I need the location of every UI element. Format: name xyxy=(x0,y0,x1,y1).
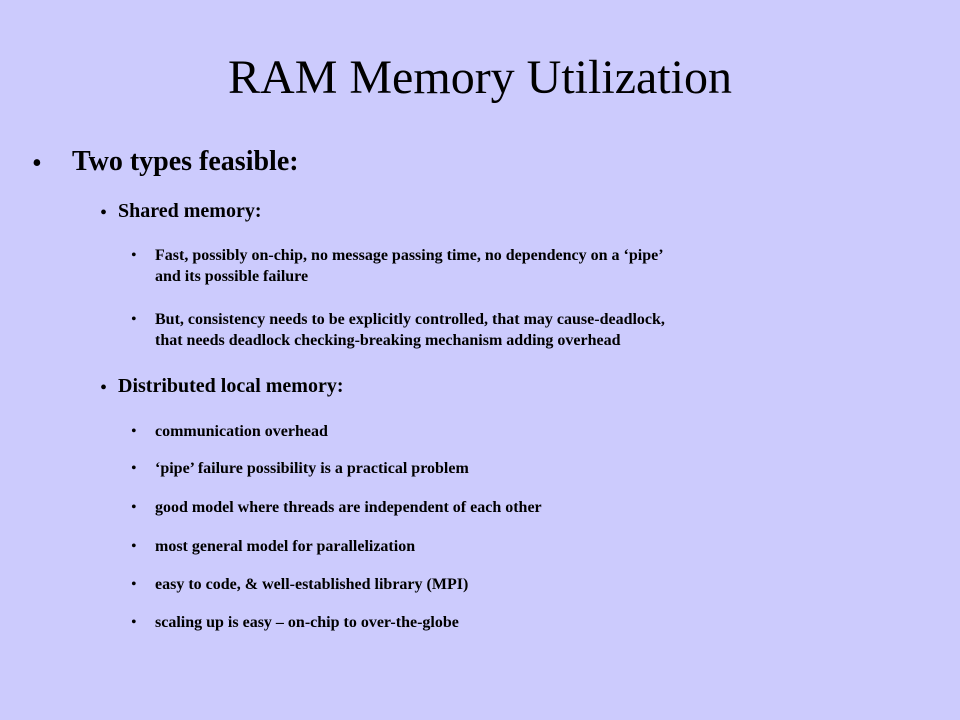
bullet-icon: • xyxy=(131,614,137,631)
section-heading-distributed-memory: Distributed local memory: xyxy=(118,375,344,397)
bullet-icon: • xyxy=(32,148,42,179)
bullet-icon: • xyxy=(131,247,137,264)
list-item: communication overhead xyxy=(155,423,328,440)
list-item-line: that needs deadlock checking-breaking mechanism adding overhead xyxy=(155,332,621,349)
list-item xyxy=(155,245,664,287)
section-heading-shared-memory: Shared memory: xyxy=(118,200,262,222)
list-item: easy to code, & well-established library (MPI) xyxy=(155,576,469,593)
bullet-icon: • xyxy=(131,460,137,477)
slide-title: RAM Memory Utilization xyxy=(228,51,732,104)
list-item: most general model for parallelization xyxy=(155,538,416,555)
bullet-icon: • xyxy=(131,499,137,516)
list-item xyxy=(155,309,665,351)
list-item: ‘pipe’ failure possibility is a practical problem xyxy=(155,460,469,477)
bullet-icon: • xyxy=(100,202,108,224)
bullet-icon: • xyxy=(131,311,137,328)
bullet-icon: • xyxy=(100,377,108,399)
bullet-icon: • xyxy=(131,576,137,593)
list-item-line: But, consistency needs to be explicitly controlled, that may cause-deadlock, xyxy=(155,311,665,328)
bullet-icon: • xyxy=(131,538,137,555)
bullet-icon: • xyxy=(131,423,137,440)
list-item: scaling up is easy – on-chip to over-the-globe xyxy=(155,614,459,631)
list-item: good model where threads are independent of each other xyxy=(155,499,542,516)
list-item-line: and its possible failure xyxy=(155,268,309,285)
main-point: Two types feasible: xyxy=(72,146,299,177)
list-item-line: Fast, possibly on-chip, no message passing time, no dependency on a ‘pipe’ xyxy=(155,247,664,264)
